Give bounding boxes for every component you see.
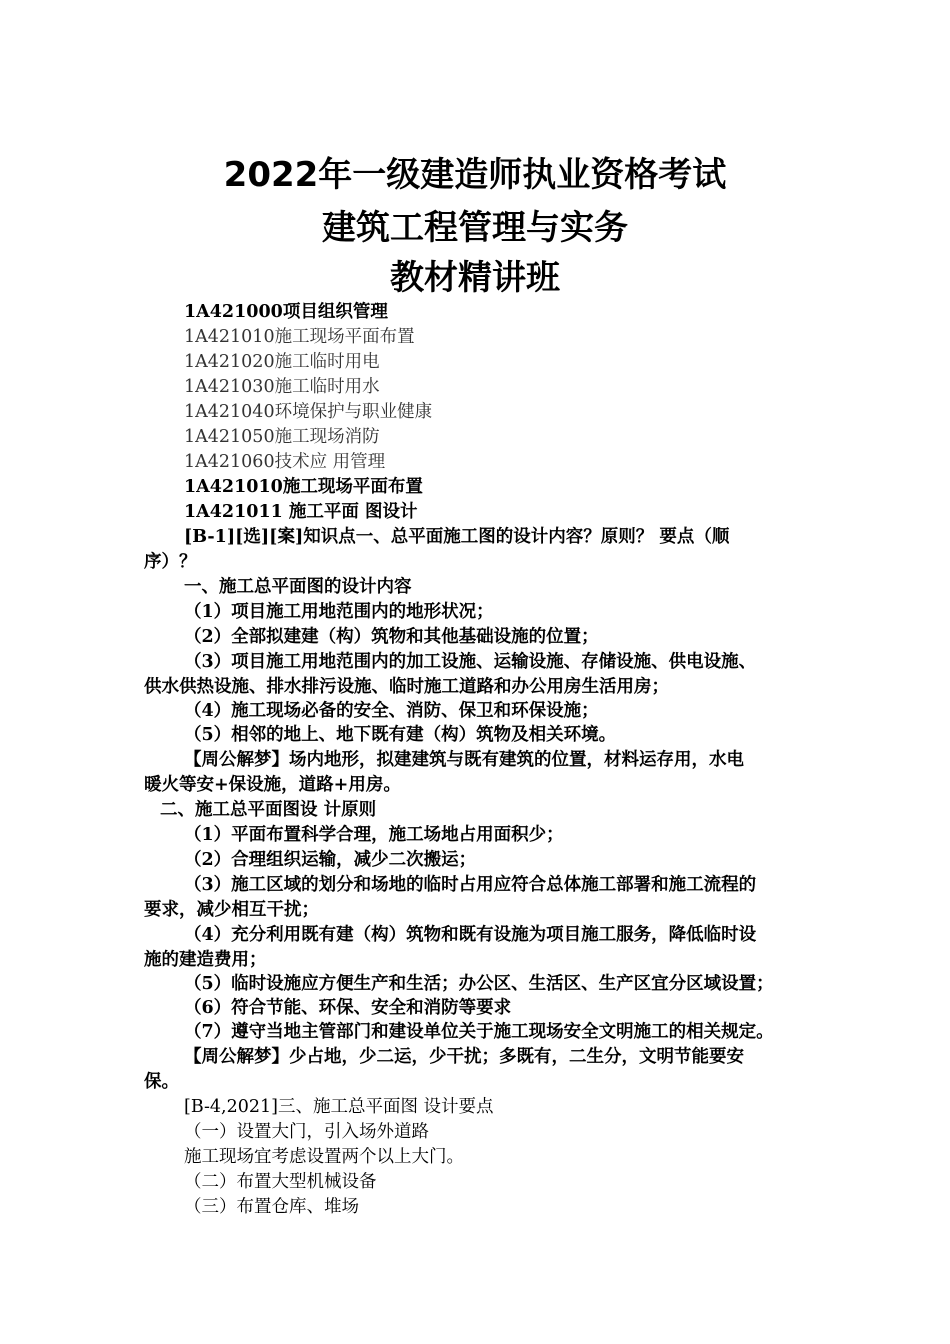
part2-note-cont: 保。	[144, 1072, 179, 1092]
question-line-2: 序）？	[144, 552, 197, 572]
part2-item-cont: 施的建造费用；	[144, 950, 267, 970]
part2-item: （7）遵守当地主管部门和建设单位关于施工现场安全文明施工的相关规定。	[184, 1022, 774, 1042]
part2-note: 【周公解梦】少占地，少二运，少干扰；多既有，二生分，文明节能要安	[184, 1047, 744, 1067]
section-heading: 1A421010施工现场平面布置	[184, 477, 423, 497]
part3-subsection: （一）设置大门，引入场外道路	[184, 1122, 429, 1142]
part3-subsection: （二）布置大型机械设备	[184, 1172, 377, 1192]
part2-item: （5）临时设施应方便生产和生活；办公区、生活区、生产区宜分区域设置；	[184, 974, 774, 994]
part2-item: （3）施工区域的划分和场地的临时占用应符合总体施工部署和施工流程的	[184, 875, 757, 895]
part1-item: （1）项目施工用地范围内的地形状况；	[184, 602, 494, 622]
toc-item: 1A421050施工现场消防	[184, 427, 380, 447]
toc-item: 1A421010施工现场平面布置	[184, 327, 415, 347]
part1-item: （5）相邻的地上、地下既有建（构）筑物及相关环境。	[184, 725, 617, 745]
part1-heading: 一、施工总平面图的设计内容	[184, 577, 412, 597]
part2-item: （4）充分利用既有建（构）筑物和既有设施为项目施工服务，降低临时设	[184, 925, 757, 945]
part1-item: （4）施工现场必备的安全、消防、保卫和环保设施；	[184, 701, 599, 721]
part1-item: （2）全部拟建建（构）筑物和其他基础设施的位置；	[184, 627, 599, 647]
part1-item: （3）项目施工用地范围内的加工设施、运输设施、存储设施、供电设施、	[184, 652, 757, 672]
part1-item-cont: 供水供热设施、排水排污设施、临时施工道路和办公用房生活用房；	[144, 677, 669, 697]
part1-note: 【周公解梦】场内地形，拟建建筑与既有建筑的位置，材料运存用，水电	[184, 750, 744, 770]
title-line-2: 建筑工程管理与实务	[322, 208, 628, 248]
part2-item: （1）平面布置科学合理，施工场地占用面积少；	[184, 825, 564, 845]
part1-note-cont: 暖火等安+保设施，道路+用房。	[144, 775, 401, 795]
title-line-1: 2022年一级建造师执业资格考试	[223, 155, 727, 195]
part3-subsection: （三）布置仓库、堆场	[184, 1197, 359, 1217]
title-line-3: 教材精讲班	[390, 258, 560, 298]
toc-item: 1A421060技术应 用管理	[184, 452, 386, 472]
toc-item: 1A421040环境保护与职业健康	[184, 402, 433, 422]
part3-heading: [B-4,2021]三、施工总平面图 设计要点	[184, 1097, 494, 1117]
section-subheading: 1A421011 施工平面 图设计	[184, 502, 418, 522]
part2-item: （6）符合节能、环保、安全和消防等要求	[184, 998, 512, 1018]
toc-item: 1A421030施工临时用水	[184, 377, 380, 397]
part2-item: （2）合理组织运输，减少二次搬运；	[184, 850, 477, 870]
question-line-1: [B-1][选][案]知识点一、总平面施工图的设计内容？原则？ 要点（顺	[184, 527, 730, 547]
part2-heading: 二、施工总平面图设 计原则	[160, 800, 377, 820]
part3-text: 施工现场宜考虑设置两个以上大门。	[184, 1147, 464, 1167]
part2-item-cont: 要求，减少相互干扰；	[144, 900, 319, 920]
toc-heading: 1A421000项目组织管理	[184, 302, 388, 322]
toc-item: 1A421020施工临时用电	[184, 352, 380, 372]
